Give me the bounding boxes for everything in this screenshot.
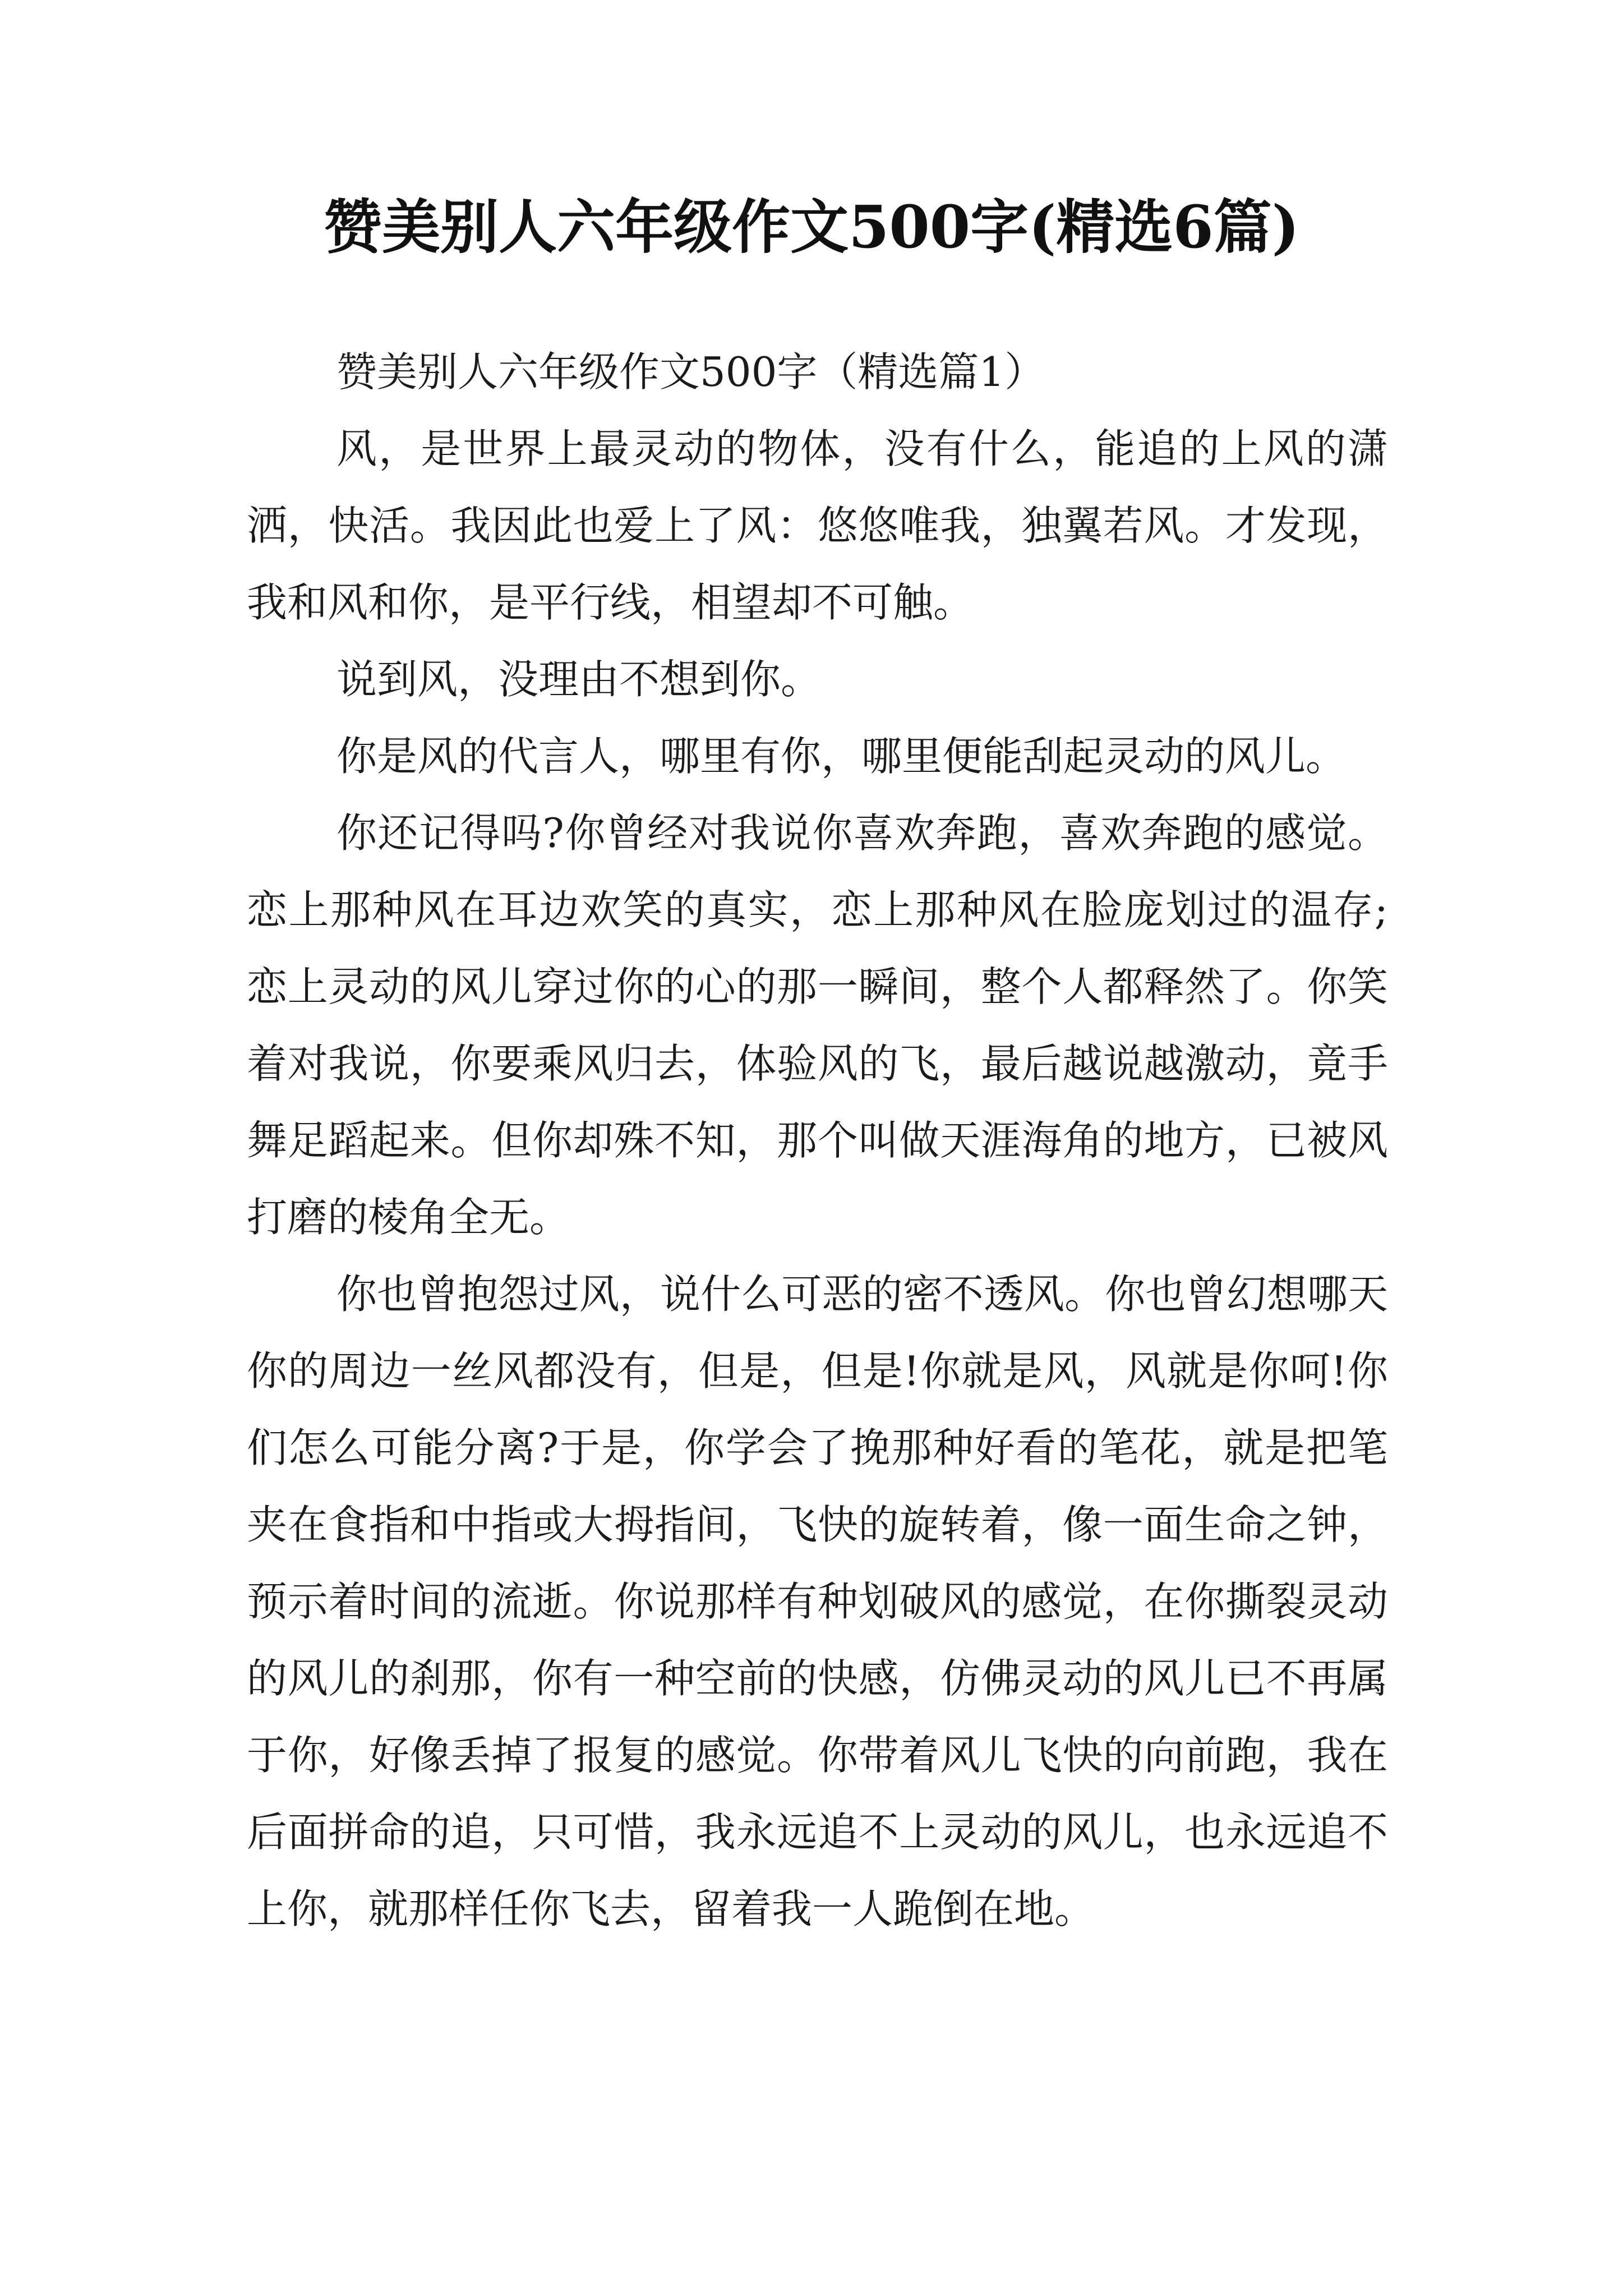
section-heading: 赞美别人六年级作文500字（精选篇1） <box>336 348 1045 395</box>
document-body <box>247 334 1388 1948</box>
paragraph: 你也曾抱怨过风，说什么可恶的密不透风。你也曾幻想哪天你的周边一丝风都没有，但是，但是!你就是风，风就是你呵!你们怎么可能分离?于是，你学会了挽那种好看的笔花，就是把笔夹在食指和中指或大拇指间，飞快的旋转着，像一面生命之钟，预示着时间的流逝。你说那样有种划破风的感觉，在你撕裂灵动的风儿的刹那，你有一种空前的快感，仿佛灵动的风儿已不再属于你，好像丢掉了报复的感觉。你带着风儿飞快的向前跑，我在后面拼命的追，只可惜，我永远追不上灵动的风儿，也永远追不上你，就那样任你飞去，留着我一人跪倒在地。 <box>247 1271 1388 1932</box>
paragraph: 风，是世界上最灵动的物体，没有什么，能追的上风的潇洒，快活。我因此也爱上了风：悠悠唯我，独翼若风。才发现，我和风和你，是平行线，相望却不可触。 <box>247 425 1388 626</box>
paragraph: 你是风的代言人，哪里有你，哪里便能刮起灵动的风儿。 <box>336 733 1347 780</box>
paragraph: 你还记得吗?你曾经对我说你喜欢奔跑，喜欢奔跑的感觉。恋上那种风在耳边欢笑的真实，恋上那种风在脸庞划过的温存;恋上灵动的风儿穿过你的心的那一瞬间，整个人都释然了。你笑着对我说，你要乘风归去，体验风的飞，最后越说越激动，竟手舞足蹈起来。但你却殊不知，那个叫做天涯海角的地方，已被风打磨的棱角全无。 <box>247 809 1388 1241</box>
document-title: 赞美别人六年级作文500字(精选6篇) <box>324 192 1299 261</box>
paragraph: 说到风，没理由不想到你。 <box>336 656 822 703</box>
